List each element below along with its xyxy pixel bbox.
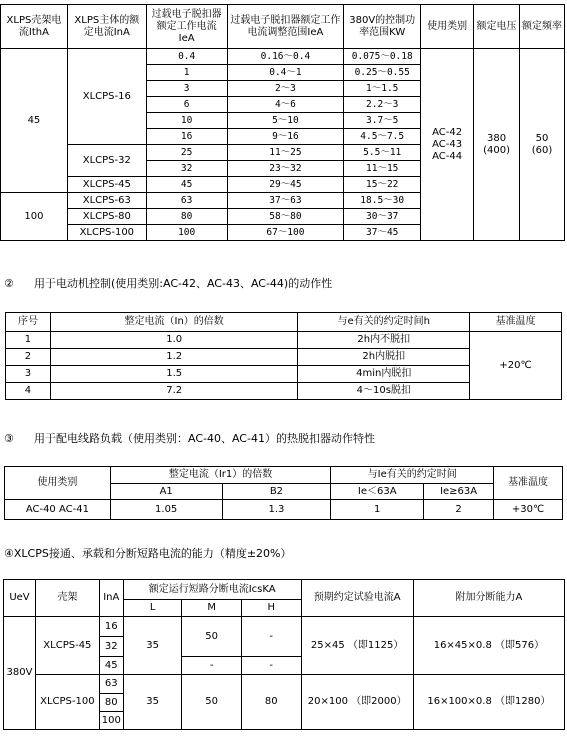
subheader-ie-lt-63: Ie＜63A — [331, 484, 424, 500]
header-category: 使用类别 — [421, 5, 474, 49]
frame-cell: XLCPS-100 — [35, 675, 99, 730]
range-cell: 23～32 — [227, 161, 344, 177]
voltage-value: 380 — [486, 132, 507, 144]
row-no: 4 — [6, 383, 51, 400]
header-frame: 壳架 — [35, 580, 99, 617]
range-cell: 2～3 — [227, 81, 344, 97]
extra-cell: 16×45×0.8 （即576） — [413, 617, 564, 675]
header-temp: 基准温度 — [494, 467, 563, 500]
category-cell — [421, 49, 474, 241]
row-time: 4～10s脱扣 — [298, 383, 470, 400]
frame-current-100: 100 — [1, 193, 68, 241]
kw-cell: 0.075～0.18 — [344, 49, 421, 65]
category-line: AC-42 — [432, 126, 463, 138]
rating-table — [0, 4, 565, 241]
row-multiple: 1.0 — [50, 332, 298, 349]
kw-cell: 18.5～30 — [344, 193, 421, 209]
ie-cell: 3 — [146, 81, 227, 97]
range-cell: 5～10 — [227, 113, 344, 129]
ie-cell: 1 — [146, 65, 227, 81]
row-time: 2h内不脱扣 — [298, 332, 470, 349]
category-line: AC-43 — [432, 138, 463, 150]
m-cell: - — [182, 657, 242, 675]
range-cell: 37～63 — [227, 193, 344, 209]
section-3-text: 用于配电线路负载（使用类别：AC-40、AC-41）的热脱扣器动作特性 — [34, 432, 375, 445]
section-3-symbol: ③ — [4, 432, 14, 445]
range-cell: 0.16～0.4 — [227, 49, 344, 65]
row-multiple: 1.5 — [50, 366, 298, 383]
model-cell: XLCPS-100 — [67, 225, 146, 241]
header-power-range: 380V的控制功率范围KW — [344, 5, 421, 49]
row-a1: 1.05 — [110, 500, 222, 520]
frame-current-45: 45 — [1, 49, 68, 193]
range-cell: 4～6 — [227, 97, 344, 113]
header-main-current: XLPS主体的额定电流InA — [67, 5, 146, 49]
frequency-alt: (60) — [531, 144, 553, 156]
ie-cell: 80 — [146, 209, 227, 225]
model-cell: XLCPS-32 — [67, 145, 146, 177]
voltage-cell: 380V — [4, 617, 36, 730]
range-cell: 58～80 — [227, 209, 344, 225]
ie-cell: 6 — [146, 97, 227, 113]
header-time: 与e有关的约定时间h — [298, 313, 470, 332]
header-ina: InA — [99, 580, 123, 617]
row-time: 2h内脱扣 — [298, 349, 470, 366]
expected-cell: 20×100 （即2000） — [301, 675, 413, 730]
distribution-trip-table — [4, 466, 563, 520]
in-cell: 16 — [99, 617, 123, 637]
header-no: 序号 — [6, 313, 51, 332]
ie-cell: 16 — [146, 129, 227, 145]
in-cell: 80 — [99, 694, 123, 712]
ie-cell: 100 — [146, 225, 227, 241]
expected-cell: 25×45 （即1125） — [301, 617, 413, 675]
in-cell: 100 — [99, 712, 123, 730]
l-cell: 35 — [123, 617, 182, 675]
header-category: 使用类别 — [5, 467, 111, 500]
header-time: 与Ie有关的约定时间 — [331, 467, 494, 484]
ie-cell: 45 — [146, 177, 227, 193]
header-multiple: 整定电流（In）的倍数 — [50, 313, 298, 332]
h-cell: 80 — [241, 675, 301, 730]
motor-trip-table — [5, 312, 562, 400]
subheader-l: L — [123, 600, 182, 617]
header-frequency: 额定频率 — [520, 5, 565, 49]
row-no: 1 — [6, 332, 51, 349]
voltage-cell — [474, 49, 520, 241]
row-time-1: 1 — [331, 500, 424, 520]
in-cell: 63 — [99, 675, 123, 694]
frame-cell: XLCPS-45 — [35, 617, 99, 675]
category-line: AC-44 — [432, 150, 463, 162]
row-no: 2 — [6, 349, 51, 366]
voltage-alt: (400) — [483, 144, 510, 156]
kw-cell: 30～37 — [344, 209, 421, 225]
frequency-cell — [520, 49, 565, 241]
row-time-2: 2 — [424, 500, 494, 520]
header-multiple: 整定电流（Ir1）的倍数 — [110, 467, 331, 484]
m-cell: 50 — [182, 617, 242, 657]
header-trip-current: 过载电子脱扣器额定工作电流IeA — [146, 5, 227, 49]
in-cell: 45 — [99, 657, 123, 675]
range-cell: 29～45 — [227, 177, 344, 193]
in-cell: 32 — [99, 637, 123, 657]
row-temp: +30℃ — [494, 500, 563, 520]
header-extra: 附加分断能力A — [413, 580, 564, 617]
subheader-a1: A1 — [110, 484, 222, 500]
ie-cell: 0.4 — [146, 49, 227, 65]
section-2-symbol: ② — [4, 277, 14, 290]
header-expected: 预期约定试验电流A — [301, 580, 413, 617]
h-cell: - — [241, 657, 301, 675]
ie-cell: 63 — [146, 193, 227, 209]
subheader-b2: B2 — [222, 484, 331, 500]
short-circuit-table — [3, 579, 565, 730]
kw-cell: 3.7～5 — [344, 113, 421, 129]
kw-cell: 0.25～0.55 — [344, 65, 421, 81]
range-cell: 0.4～1 — [227, 65, 344, 81]
range-cell: 9～16 — [227, 129, 344, 145]
extra-cell: 16×100×0.8 （即1280） — [413, 675, 564, 730]
subheader-h: H — [241, 600, 301, 617]
reference-temp: +20℃ — [470, 332, 562, 400]
row-b2: 1.3 — [222, 500, 331, 520]
h-cell: - — [241, 617, 301, 657]
model-cell: XLCPS-16 — [67, 49, 146, 145]
m-cell: 50 — [182, 675, 242, 730]
model-cell: XLCPS-80 — [67, 209, 146, 225]
kw-cell: 11～15 — [344, 161, 421, 177]
range-cell: 11～25 — [227, 145, 344, 161]
model-cell: XLCPS-63 — [67, 193, 146, 209]
row-multiple: 1.2 — [50, 349, 298, 366]
kw-cell: 4.5～7.5 — [344, 129, 421, 145]
ie-cell: 25 — [146, 145, 227, 161]
range-cell: 67～100 — [227, 225, 344, 241]
kw-cell: 1～1.5 — [344, 81, 421, 97]
section-3-caption — [4, 430, 375, 446]
row-time: 4min内脱扣 — [298, 366, 470, 383]
header-voltage: 额定电压 — [474, 5, 520, 49]
ie-cell: 10 — [146, 113, 227, 129]
header-uev: UeV — [4, 580, 36, 617]
kw-cell: 15～22 — [344, 177, 421, 193]
ie-cell: 32 — [146, 161, 227, 177]
kw-cell: 37～45 — [344, 225, 421, 241]
kw-cell: 2.2～3 — [344, 97, 421, 113]
subheader-m: M — [182, 600, 242, 617]
row-category: AC-40 AC-41 — [5, 500, 111, 520]
section-2-text: 用于电动机控制(使用类别:AC-42、AC-43、AC-44)的动作性 — [34, 277, 333, 290]
header-ics: 额定运行短路分断电流IcsKA — [123, 580, 301, 600]
section-2-caption — [4, 275, 332, 291]
subheader-ie-ge-63: Ie≥63A — [424, 484, 494, 500]
section-4-title: ④XLCPS接通、承载和分断短路电流的能力（精度±20%） — [4, 547, 292, 560]
model-cell: XLCPS-45 — [67, 177, 146, 193]
header-frame-current: XLPS壳架电流IthA — [1, 5, 68, 49]
frequency-value: 50 — [535, 132, 549, 144]
row-no: 3 — [6, 366, 51, 383]
kw-cell: 5.5～11 — [344, 145, 421, 161]
header-temp: 基准温度 — [470, 313, 562, 332]
row-multiple: 7.2 — [50, 383, 298, 400]
header-trip-range: 过载电子脱扣器额定工作电流调整范围IeA — [227, 5, 344, 49]
l-cell: 35 — [123, 675, 182, 730]
